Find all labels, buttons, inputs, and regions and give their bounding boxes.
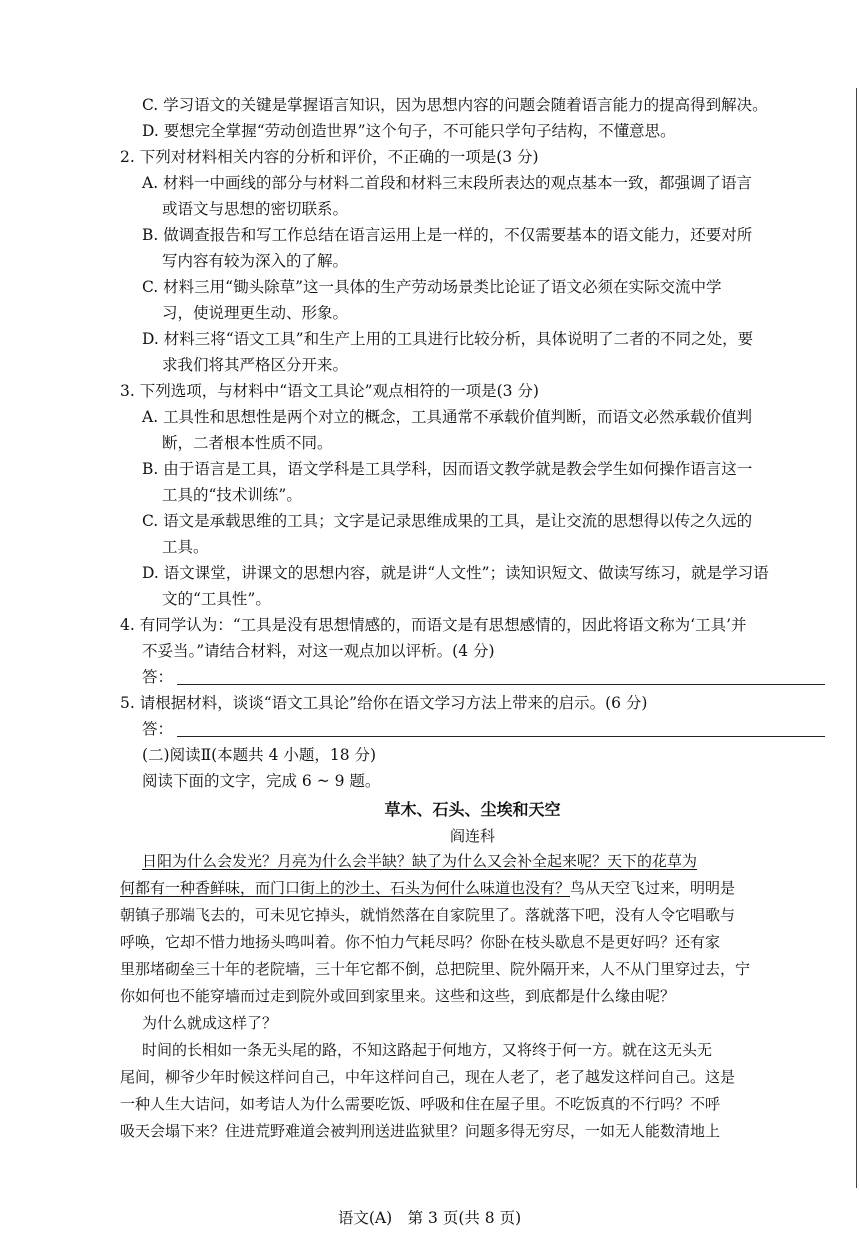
q4-stem-cont: 不妥当。”请结合材料，对这一观点加以评析。(4 分) — [142, 642, 495, 660]
q3-option-b: B. 由于语言是工具，语文学科是工具学科，因而语文教学就是教会学生如何操作语言这一 — [142, 460, 753, 478]
section-instruction: 阅读下面的文字，完成 6 ~ 9 题。 — [142, 772, 381, 790]
q2-option-c: C. 材料三用“锄头除草”这一具体的生产劳动场景类比论证了语文必须在实际交流中学 — [142, 278, 722, 296]
essay-p2: 为什么就成这样了？ — [142, 1014, 278, 1032]
q3-stem: 3. 下列选项，与材料中“语文工具论”观点相符的一项是(3 分) — [120, 382, 539, 400]
section-heading: (二)阅读Ⅱ(本题共 4 小题，18 分) — [142, 746, 377, 764]
essay-p1-line1 — [120, 848, 825, 875]
q2-option-b-cont: 写内容有较为深入的了解。 — [162, 252, 349, 270]
q2-option-d-cont: 求我们将其严格区分开来。 — [162, 356, 349, 374]
q2-option-a-cont: 或语文与思想的密切联系。 — [162, 200, 349, 218]
essay-p3-line3: 一种人生大诘问，如考诘人为什么需要吃饭、呼吸和住在屋子里。不吃饭真的不行吗？不呼 — [120, 1095, 721, 1113]
q5-stem: 5. 请根据材料，谈谈“语文工具论”给你在语文学习方法上带来的启示。(6 分) — [120, 694, 648, 712]
right-margin-rule — [856, 88, 857, 1188]
q3-option-a-cont: 断，二者根本性质不同。 — [162, 434, 333, 452]
essay-author: 阎连科 — [449, 827, 495, 845]
essay-p1-line4: 呼唤，它却不惜力地扬头鸣叫着。你不怕力气耗尽吗？你卧在枝头歇息不是更好吗？还有家 — [120, 933, 721, 951]
q5-answer-line[interactable] — [177, 736, 825, 737]
q3-option-d: D. 语文课堂，讲课文的思想内容，就是讲“人文性”；读知识短文、做读写练习，就是学习语 — [142, 564, 769, 582]
essay-p3-line1: 时间的长相如一条无头尾的路，不知这路起于何地方，又将终于何一方。就在这无头无 — [142, 1041, 713, 1059]
q2-stem: 2. 下列对材料相关内容的分析和评价，不正确的一项是(3 分) — [120, 148, 539, 166]
q2-option-d: D. 材料三将“语文工具”和生产上用的工具进行比较分析，具体说明了二者的不同之处，要 — [142, 330, 754, 348]
essay-p1-line2 — [120, 875, 825, 902]
q4-answer-label: 答： — [142, 668, 174, 686]
q2-option-a: A. 材料一中画线的部分与材料二首段和材料三末段所表达的观点基本一致，都强调了语言 — [142, 174, 753, 192]
page-footer: 语文(A) 第 3 页(共 8 页) — [337, 1209, 522, 1227]
q3-option-c-cont: 工具。 — [162, 538, 209, 556]
page-content — [120, 92, 825, 1145]
q3-option-c: C. 语文是承载思维的工具；文字是记录思维成果的工具，是让交流的思想得以传之久远的 — [142, 512, 753, 530]
essay-p1-line6: 你如何也不能穿墙而过走到院外或回到家里来。这些和这些，到底都是什么缘由呢？ — [120, 987, 676, 1005]
q2-option-b: B. 做调查报告和写工作总结在语言运用上是一样的，不仅需要基本的语文能力，还要对所 — [142, 226, 753, 244]
essay-p3-line4: 吸天会塌下来？住进荒野难道会被判刑送进监狱里？问题多得无穷尽，一如无人能数清地上 — [120, 1122, 721, 1140]
essay-p1-line3: 朝镇子那端飞去的，可未见它掉头，就悄然落在自家院里了。落就落下吧，没有人令它唱歌与 — [120, 906, 736, 924]
q1-option-d: D. 要想完全掌握“劳动创造世界”这个句子，不可能只学句子结构，不懂意思。 — [142, 122, 676, 140]
q2-option-c-cont: 习，使说理更生动、形象。 — [162, 304, 349, 322]
essay-title: 草木、石头、尘埃和天空 — [384, 800, 561, 819]
q4-answer-line[interactable] — [177, 684, 825, 685]
q3-option-d-cont: 文的“工具性”。 — [162, 590, 271, 608]
q3-option-b-cont: 工具的“技术训练”。 — [162, 486, 302, 504]
q5-answer-area[interactable] — [120, 716, 825, 742]
underlined-text: 何都有一种香鲜味，而门口街上的沙土、石头为何什么味道也没有？ — [120, 879, 571, 897]
q1-option-c: C. 学习语文的关键是掌握语言知识，因为思想内容的问题会随着语言能力的提高得到解决。 — [142, 96, 768, 114]
underlined-text: 日阳为什么会发光？月亮为什么会半缺？缺了为什么又会补全起来呢？天下的花草为 — [142, 852, 698, 870]
q4-stem: 4. 有同学认为：“工具是没有思想情感的，而语文是有思想感情的，因此将语文称为‘工具’并 — [120, 616, 747, 634]
q5-answer-label: 答： — [142, 720, 174, 738]
q4-answer-area[interactable] — [120, 664, 825, 690]
essay-p3-line2: 尾间，柳爷少年时候这样问自己，中年这样问自己，现在人老了，老了越发这样问自己。这是 — [120, 1068, 736, 1086]
q3-option-a: A. 工具性和思想性是两个对立的概念，工具通常不承载价值判断，而语文必然承载价值判 — [142, 408, 753, 426]
essay-p1-line5: 里那堵砌垒三十年的老院墙，三十年它都不倒，总把院里、院外隔开来，人不从门里穿过去，宁 — [120, 960, 751, 978]
essay-text: 鸟从天空飞过来，明明是 — [570, 879, 736, 897]
